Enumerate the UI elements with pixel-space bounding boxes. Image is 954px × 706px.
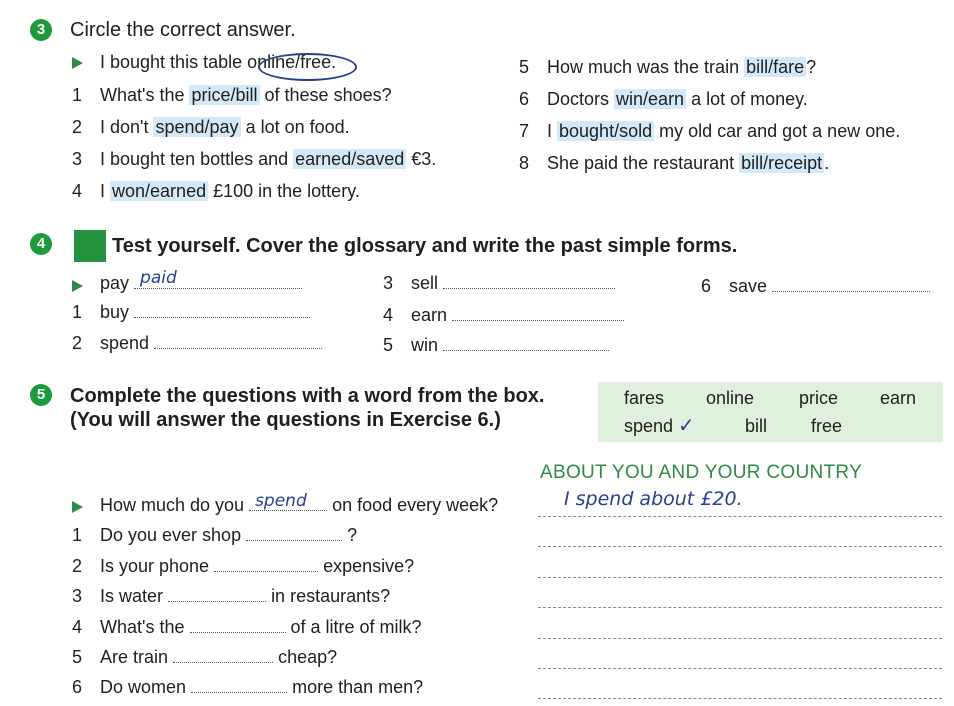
ex5-question-4: 4 What's the of a litre of milk? bbox=[72, 617, 422, 637]
ex3-item-6: 6 Doctors win/earn a lot of money. bbox=[519, 89, 808, 109]
answer-blank[interactable] bbox=[154, 334, 322, 349]
ex5-example: How much do you spend on food every week? bbox=[100, 491, 499, 515]
box-word: fares bbox=[624, 388, 665, 408]
ex3-item-7: 7 I bought/sold my old car and got a new one. bbox=[519, 121, 901, 141]
answer-line[interactable] bbox=[538, 515, 942, 517]
example-arrow-icon bbox=[72, 57, 83, 69]
ex5-question-5: 5 Are train cheap? bbox=[72, 647, 338, 667]
answer-line[interactable] bbox=[538, 545, 942, 547]
exercise-4-number: 4 bbox=[30, 233, 52, 255]
check-mark-icon: ✓ bbox=[678, 415, 695, 437]
exercise-3-number: 3 bbox=[30, 19, 52, 41]
ex4-item-3: 3 sell bbox=[383, 273, 615, 294]
ex3-item-2: 2 I don't spend/pay a lot on food. bbox=[72, 117, 350, 137]
ex4-item-6: 6 save bbox=[701, 276, 930, 297]
exercise-5-subheading: (You will answer the questions in Exercise 6.) bbox=[70, 409, 501, 431]
about-heading: ABOUT YOU AND YOUR COUNTRY bbox=[540, 462, 863, 483]
choice[interactable]: price/bill bbox=[191, 85, 258, 105]
ex5-question-1: 1 Do you ever shop ? bbox=[72, 525, 358, 545]
box-word: bill bbox=[745, 416, 768, 436]
answer-line[interactable] bbox=[538, 576, 942, 578]
ex4-item-1: 1 buy bbox=[72, 302, 310, 323]
answer-blank[interactable] bbox=[452, 306, 624, 321]
example-arrow-icon bbox=[72, 280, 83, 292]
answer-blank[interactable] bbox=[443, 274, 615, 289]
answer-blank[interactable] bbox=[168, 587, 266, 602]
handwritten-response: I spend about £20. bbox=[564, 488, 743, 510]
answer-blank[interactable] bbox=[191, 678, 287, 693]
handwritten-answer: paid bbox=[140, 268, 177, 288]
ex3-item-8: 8 She paid the restaurant bill/receipt . bbox=[519, 153, 830, 173]
answer-line[interactable] bbox=[538, 606, 942, 608]
answer-blank[interactable] bbox=[443, 336, 609, 351]
box-word: online bbox=[706, 388, 755, 408]
ex3-item-1: 1 What's the price/bill of these shoes? bbox=[72, 85, 392, 105]
exercise-4-heading: Test yourself. Cover the glossary and write the past simple forms. bbox=[112, 235, 738, 257]
ex4-item-4: 4 earn bbox=[383, 305, 624, 326]
ex5-question-2: 2 Is your phone expensive? bbox=[72, 556, 415, 576]
ex3-example-item: I bought this table online/free. bbox=[100, 52, 337, 72]
exercise-3-heading: Circle the correct answer. bbox=[70, 19, 296, 41]
choice[interactable]: bought/sold bbox=[559, 121, 653, 141]
answer-blank[interactable] bbox=[134, 303, 310, 318]
exercise-5-heading: Complete the questions with a word from the box. bbox=[70, 385, 545, 407]
choice[interactable]: won/earned bbox=[112, 181, 207, 201]
ex5-question-3: 3 Is water in restaurants? bbox=[72, 586, 391, 606]
example-arrow-icon bbox=[72, 501, 83, 513]
answer-blank[interactable] bbox=[214, 557, 318, 572]
ex5-question-6: 6 Do women more than men? bbox=[72, 677, 424, 697]
glossary-tag-icon bbox=[74, 230, 106, 262]
answer-line[interactable] bbox=[538, 667, 942, 669]
ex4-item-5: 5 win bbox=[383, 335, 609, 356]
ex3-item-4: 4 I won/earned £100 in the lottery. bbox=[72, 181, 360, 201]
box-word: spend bbox=[624, 416, 674, 436]
answer-line[interactable] bbox=[538, 697, 942, 699]
answer-circle-mark bbox=[258, 53, 357, 81]
handwritten-answer: spend bbox=[255, 491, 307, 511]
ex4-item-2: 2 spend bbox=[72, 333, 322, 354]
answer-blank[interactable] bbox=[246, 526, 342, 541]
ex3-item-5: 5 How much was the train bill/fare ? bbox=[519, 57, 817, 77]
box-word: price bbox=[799, 388, 839, 408]
ex4-example: pay paid bbox=[100, 273, 302, 294]
ex3-item-3: 3 I bought ten bottles and earned/saved €3. bbox=[72, 149, 437, 169]
choice[interactable]: bill/fare bbox=[746, 57, 805, 77]
choice[interactable]: bill/receipt bbox=[741, 153, 823, 173]
choice[interactable]: win/earn bbox=[616, 89, 685, 109]
answer-blank[interactable] bbox=[173, 648, 273, 663]
box-word: earn bbox=[880, 388, 917, 408]
choice[interactable]: earned/saved bbox=[295, 149, 405, 169]
answer-line[interactable] bbox=[538, 637, 942, 639]
choice[interactable]: spend/pay bbox=[155, 117, 239, 137]
answer-blank[interactable] bbox=[190, 618, 286, 633]
word-box bbox=[598, 382, 943, 442]
exercise-5-number: 5 bbox=[30, 384, 52, 406]
answer-blank[interactable] bbox=[772, 277, 930, 292]
box-word: free bbox=[811, 416, 843, 436]
